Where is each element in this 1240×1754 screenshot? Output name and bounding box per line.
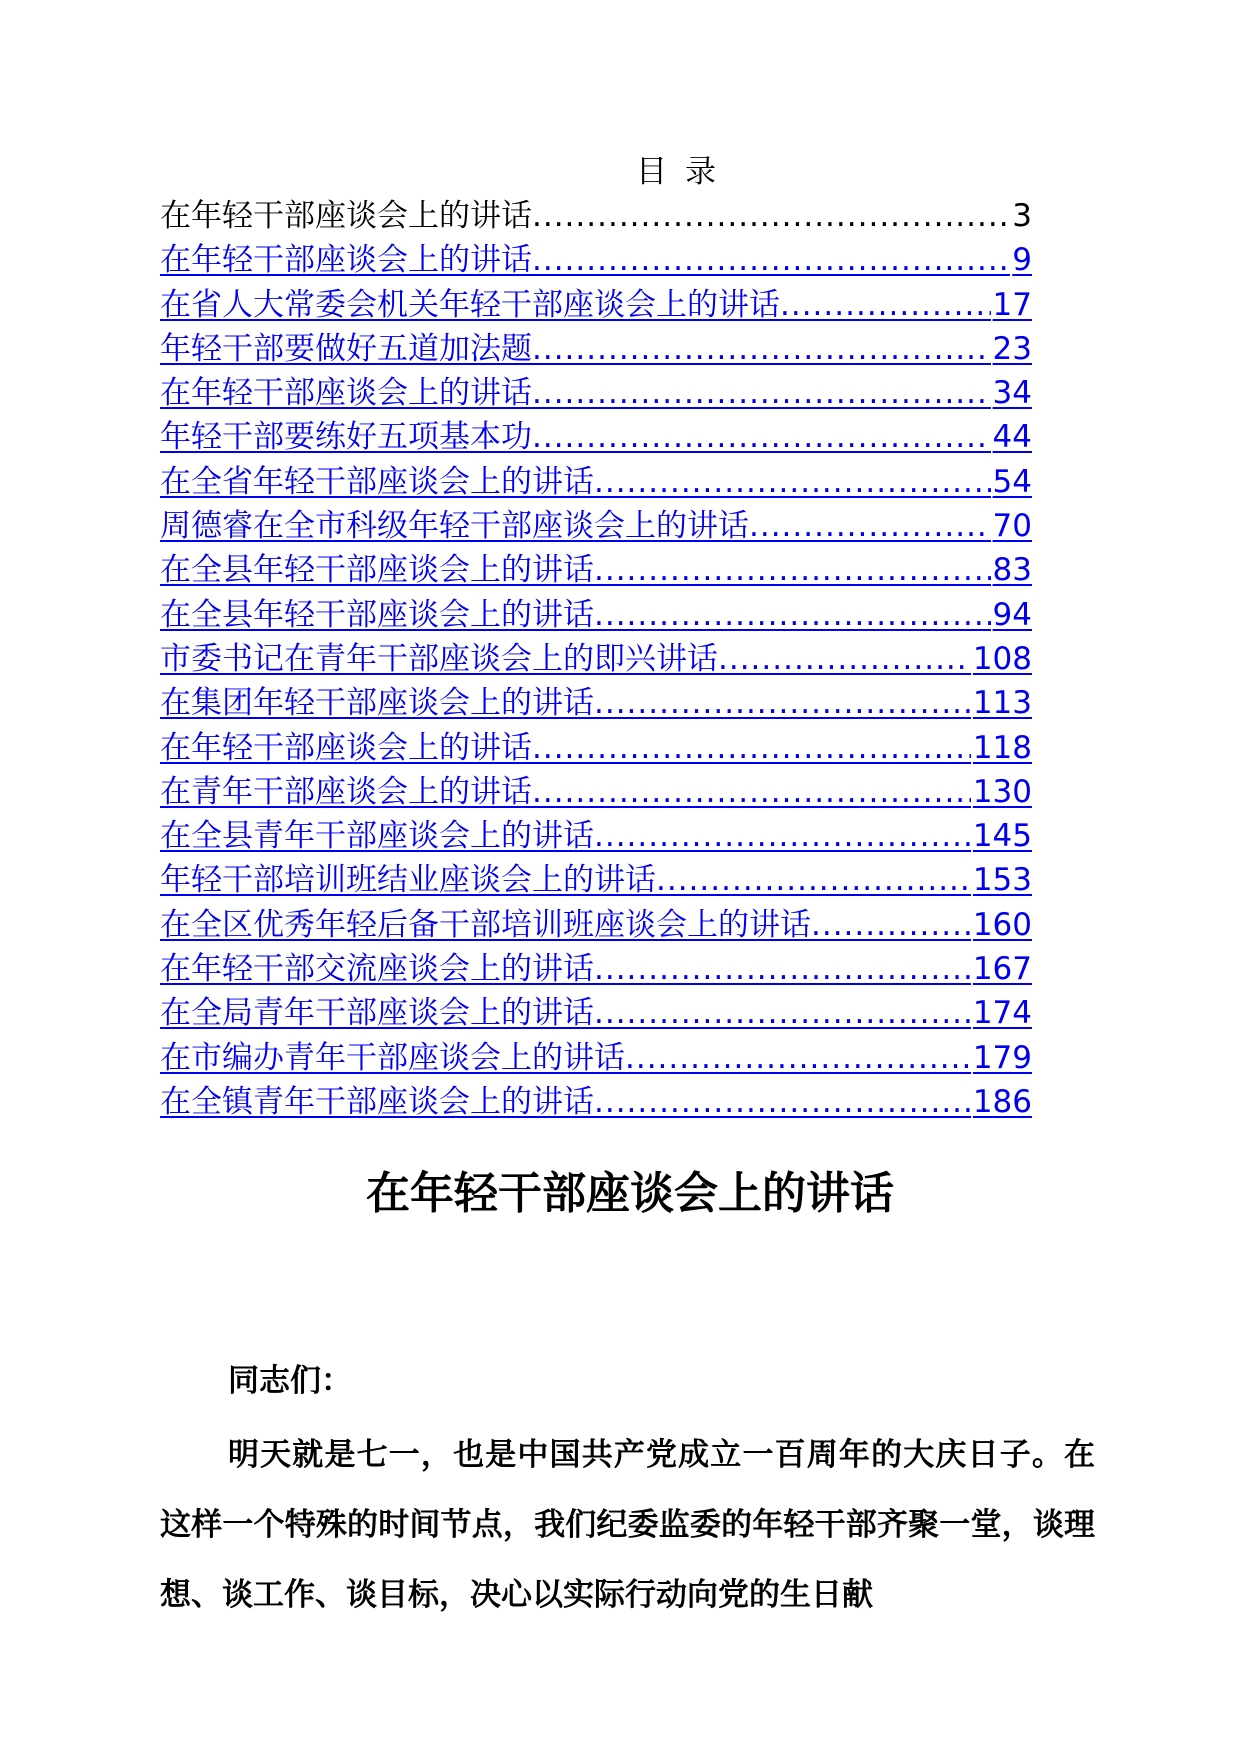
toc-entry[interactable] [160, 460, 1032, 504]
toc-page-number: 3 [1012, 198, 1032, 234]
toc-page-number: 113 [972, 685, 1032, 722]
toc-dot-leader [532, 194, 1010, 238]
toc-entry-title: 在省人大常委会机关年轻干部座谈会上的讲话 [160, 286, 780, 323]
toc-entry-title: 在全县年轻干部座谈会上的讲话 [160, 552, 594, 589]
toc-page-number: 186 [972, 1083, 1032, 1120]
toc-entry[interactable] [160, 504, 1032, 548]
toc-page-number: 167 [972, 951, 1032, 988]
table-of-contents [160, 194, 1032, 1124]
toc-entry[interactable] [160, 770, 1032, 814]
toc-dot-leader [780, 283, 991, 327]
toc-dot-leader [656, 858, 971, 902]
toc-entry[interactable] [160, 415, 1032, 459]
toc-entry[interactable] [160, 947, 1032, 991]
toc-entry-title: 在全省年轻干部座谈会上的讲话 [160, 463, 594, 500]
toc-dot-leader [532, 415, 991, 459]
toc-page-number: 23 [992, 330, 1032, 367]
toc-entry[interactable] [160, 548, 1032, 592]
toc-entry-title: 市委书记在青年干部座谈会上的即兴讲话 [160, 640, 718, 677]
toc-entry[interactable] [160, 1080, 1032, 1124]
toc-entry[interactable] [160, 1036, 1032, 1080]
toc-dot-leader [532, 238, 1010, 282]
toc-entry-title: 在年轻干部座谈会上的讲话 [160, 198, 532, 234]
toc-entry-title: 在全县年轻干部座谈会上的讲话 [160, 596, 594, 633]
toc-dot-leader [594, 681, 971, 725]
toc-dot-leader [594, 460, 991, 504]
toc-entry-title: 在全镇青年干部座谈会上的讲话 [160, 1083, 594, 1120]
toc-entry-title: 在青年干部座谈会上的讲话 [160, 773, 532, 810]
toc-entry[interactable] [160, 371, 1032, 415]
toc-page-number: 174 [972, 995, 1032, 1032]
toc-page-number: 94 [992, 596, 1032, 633]
toc-dot-leader [749, 504, 991, 548]
toc-dot-leader [594, 593, 991, 637]
toc-entry[interactable] [160, 637, 1032, 681]
toc-entry-title: 在市编办青年干部座谈会上的讲话 [160, 1039, 625, 1076]
toc-entry[interactable] [160, 814, 1032, 858]
toc-entry[interactable] [160, 991, 1032, 1035]
toc-page-number: 179 [972, 1039, 1032, 1076]
toc-dot-leader [594, 1080, 971, 1124]
toc-page-number: 54 [992, 463, 1032, 500]
toc-page-number: 118 [972, 729, 1032, 766]
toc-entry [160, 194, 1032, 238]
toc-page-number: 160 [972, 906, 1032, 943]
toc-entry-title: 年轻干部要练好五项基本功 [160, 419, 532, 456]
toc-page-number: 108 [972, 640, 1032, 677]
toc-dot-leader [811, 903, 971, 947]
speech-paragraph: 明天就是七一，也是中国共产党成立一百周年的大庆日子。在这样一个特殊的时间节点，我们纪委监委的年轻干部齐聚一堂，谈理想、谈工作、谈目标，决心以实际行动向党的生日献 [160, 1437, 1095, 1613]
toc-page-number: 17 [992, 286, 1032, 323]
toc-dot-leader [594, 548, 991, 592]
toc-entry[interactable] [160, 593, 1032, 637]
toc-dot-leader [594, 991, 971, 1035]
toc-entry[interactable] [160, 858, 1032, 902]
toc-dot-leader [625, 1036, 971, 1080]
toc-entry-title: 在年轻干部座谈会上的讲话 [160, 242, 532, 279]
toc-page-number: 145 [972, 818, 1032, 855]
toc-entry-title: 在年轻干部座谈会上的讲话 [160, 729, 532, 766]
toc-page-number: 44 [992, 419, 1032, 456]
toc-dot-leader [594, 947, 971, 991]
toc-entry[interactable] [160, 726, 1032, 770]
toc-dot-leader [532, 770, 971, 814]
toc-title: 目录 [636, 154, 734, 190]
toc-entry-title: 在集团年轻干部座谈会上的讲话 [160, 685, 594, 722]
toc-page-number: 83 [992, 552, 1032, 589]
speech-greeting: 同志们： [228, 1363, 352, 1399]
toc-entry-title: 在年轻干部交流座谈会上的讲话 [160, 951, 594, 988]
toc-entry-title: 在年轻干部座谈会上的讲话 [160, 375, 532, 412]
toc-page-number: 34 [992, 375, 1032, 412]
toc-page-number: 130 [972, 773, 1032, 810]
toc-entry[interactable] [160, 681, 1032, 725]
toc-page-number: 153 [972, 862, 1032, 899]
toc-entry-title: 年轻干部培训班结业座谈会上的讲话 [160, 862, 656, 899]
document-title: 在年轻干部座谈会上的讲话 [366, 1168, 894, 1219]
toc-page-number: 9 [1012, 242, 1032, 279]
toc-dot-leader [718, 637, 971, 681]
toc-dot-leader [594, 814, 971, 858]
toc-entry-title: 年轻干部要做好五道加法题 [160, 330, 532, 367]
toc-entry-title: 在全区优秀年轻后备干部培训班座谈会上的讲话 [160, 906, 811, 943]
toc-entry[interactable] [160, 327, 1032, 371]
toc-dot-leader [532, 371, 991, 415]
toc-entry[interactable] [160, 903, 1032, 947]
toc-entry-title: 周德睿在全市科级年轻干部座谈会上的讲话 [160, 508, 749, 545]
toc-entry-title: 在全局青年干部座谈会上的讲话 [160, 995, 594, 1032]
toc-entry[interactable] [160, 283, 1032, 327]
toc-entry-title: 在全县青年干部座谈会上的讲话 [160, 818, 594, 855]
toc-page-number: 70 [992, 508, 1032, 545]
toc-entry[interactable] [160, 238, 1032, 282]
toc-dot-leader [532, 726, 971, 770]
toc-dot-leader [532, 327, 991, 371]
